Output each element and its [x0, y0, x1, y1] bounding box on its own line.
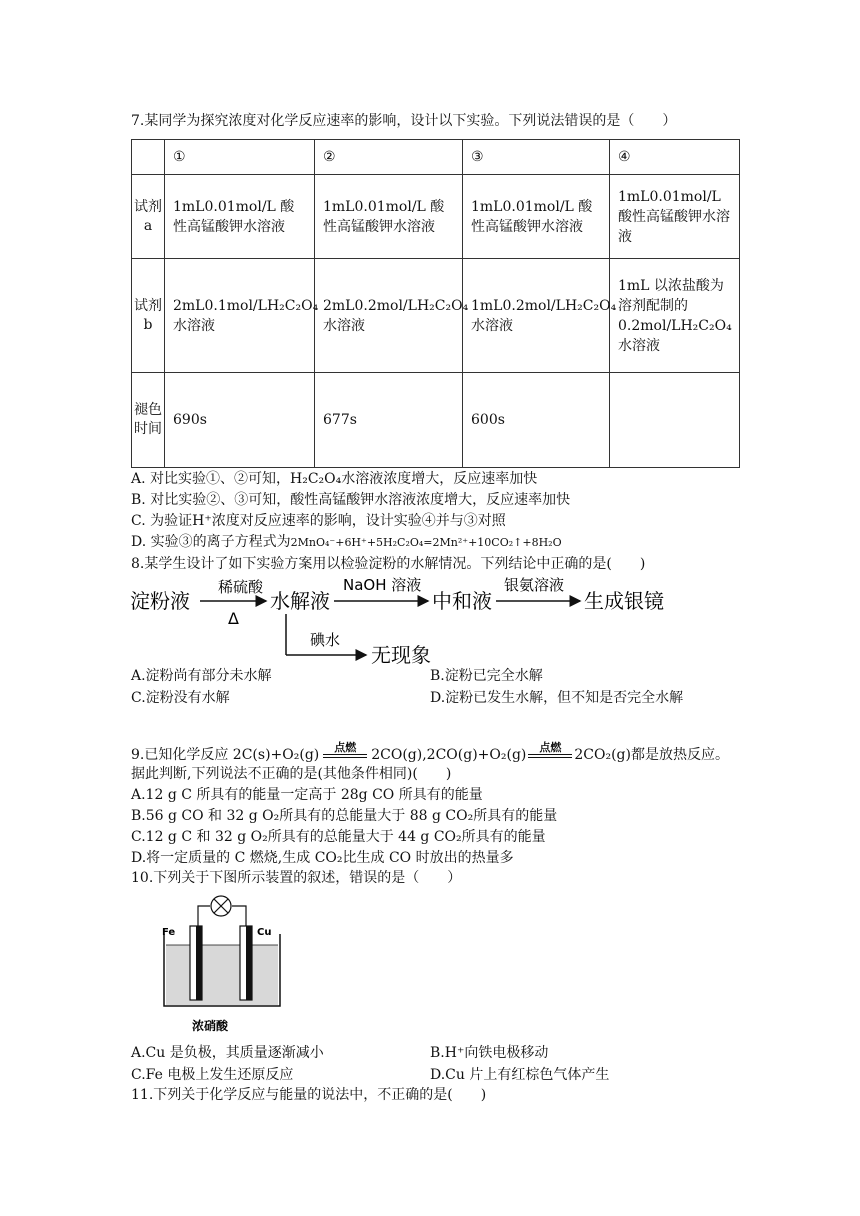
flow-neutralized-solution: 中和液 [432, 589, 492, 613]
header-cell-blank [132, 140, 165, 175]
q9-condition-1: 点燃 [334, 741, 357, 754]
flow-hydrolysate: 水解液 [270, 589, 330, 613]
cu-label: Cu [257, 927, 272, 938]
q10-option-a: A.Cu 是负极，其质量逐渐减小 [131, 1045, 324, 1061]
q9-condition-2: 点燃 [539, 741, 562, 754]
q9-condition-arrow-1 [323, 742, 367, 764]
flow-starch-solution: 淀粉液 [130, 589, 190, 613]
cell-a-2: 1mL0.01mol/L 酸性高锰酸钾水溶液 [315, 175, 463, 259]
flow-silver-ammonia: 银氨溶液 [504, 576, 565, 594]
q9-stem-part3: 2CO₂(g)都是放热反应。 [574, 747, 729, 763]
q11-stem: 11.下列关于化学反应与能量的说法中，不正确的是( ) [131, 1087, 487, 1103]
q7-option-d-text: D. 实验③的离子方程式为 [131, 534, 291, 550]
cell-a-4: 1mL0.01mol/L 酸性高锰酸钾水溶液 [610, 175, 740, 259]
q7-equation: 2MnO₄⁻+6H⁺+5H₂C₂O₄=2Mn²⁺+10CO₂↑+8H₂O [290, 536, 562, 549]
concentrated-nitric-acid-label: 浓硝酸 [192, 1019, 229, 1033]
cell-b-2: 2mL0.2mol/LH₂C₂O₄水溶液 [315, 259, 463, 373]
cell-c-4 [610, 373, 740, 468]
q8-option-a: A.淀粉尚有部分未水解 [131, 668, 272, 684]
header-cell-4: ④ [610, 140, 740, 175]
q10-option-d: D.Cu 片上有红棕色气体产生 [430, 1067, 610, 1083]
cell-c-3: 600s [463, 373, 610, 468]
acid-liquid [166, 945, 278, 1005]
q9-stem-part1: 9.已知化学反应 2C(s)+O₂(g) [131, 747, 320, 763]
q9-option-a: A.12 g C 所具有的能量一定高于 28g CO 所具有的能量 [131, 787, 483, 803]
q10-option-c: C.Fe 电极上发生还原反应 [131, 1067, 294, 1083]
row-label-reagent-b: 试剂b [132, 259, 165, 373]
q7-option-b: B. 对比实验②、③可知，酸性高锰酸钾水溶液浓度增大，反应速率加快 [131, 492, 571, 508]
cell-c-1: 690s [165, 373, 315, 468]
cell-b-1: 2mL0.1mol/LH₂C₂O₄水溶液 [165, 259, 315, 373]
q7-stem: 7.某同学为探究浓度对化学反应速率的影响，设计以下实验。下列说法错误的是（ ） [131, 113, 677, 129]
q8-option-c: C.淀粉没有水解 [131, 690, 230, 706]
cell-a-3: 1mL0.01mol/L 酸性高锰酸钾水溶液 [463, 175, 610, 259]
wire-right [232, 906, 246, 928]
flow-silver-mirror: 生成银镜 [584, 589, 664, 613]
q9-stem [131, 742, 729, 764]
q10-stem: 10.下列关于下图所示装置的叙述，错误的是（ ） [131, 870, 462, 886]
row-label-reagent-a: 试剂a [132, 175, 165, 259]
q9-line2: 据此判断,下列说法不正确的是(其他条件相同)( ) [131, 766, 452, 782]
q7-option-a: A. 对比实验①、②可知，H₂C₂O₄水溶液浓度增大，反应速率加快 [131, 471, 538, 487]
q7-option-c: C. 为验证H⁺浓度对反应速率的影响，设计实验④并与③对照 [131, 513, 506, 529]
flow-dilute-sulfuric-acid: 稀硫酸 [218, 578, 264, 596]
q10-option-b: B.H⁺向铁电极移动 [430, 1045, 549, 1061]
row-label-fade-time: 褪色时间 [132, 373, 165, 468]
q9-condition-arrow-2 [528, 742, 572, 764]
q9-double-line-2 [528, 754, 572, 758]
q9-option-b: B.56 g CO 和 32 g O₂所具有的总能量大于 88 g CO₂所具有的能量 [131, 808, 558, 824]
q8-option-b: B.淀粉已完全水解 [430, 668, 543, 684]
flow-heat-symbol: Δ [228, 609, 239, 628]
q7-option-d [131, 533, 562, 552]
cell-a-1: 1mL0.01mol/L 酸性高锰酸钾水溶液 [165, 175, 315, 259]
wire-left [198, 906, 210, 928]
header-cell-1: ① [165, 140, 315, 175]
flow-iodine-water: 碘水 [310, 631, 341, 649]
cell-b-4: 1mL 以浓盐酸为溶剂配制的0.2mol/LH₂C₂O₄水溶液 [610, 259, 740, 373]
q9-double-line-1 [323, 754, 367, 758]
galvanic-cell-figure [158, 890, 283, 1035]
cell-b-3: 1mL0.2mol/LH₂C₂O₄水溶液 [463, 259, 610, 373]
header-cell-2: ② [315, 140, 463, 175]
q8-option-d: D.淀粉已发生水解，但不知是否完全水解 [430, 690, 684, 706]
cell-c-2: 677s [315, 373, 463, 468]
hydrolysis-flowchart [128, 572, 688, 672]
q9-option-c: C.12 g C 和 32 g O₂所具有的总能量大于 44 g CO₂所具有的能量 [131, 829, 546, 845]
fe-label: Fe [162, 927, 176, 938]
q9-option-d: D.将一定质量的 C 燃烧,生成 CO₂比生成 CO 时放出的热量多 [131, 850, 514, 866]
experiment-table [131, 139, 740, 468]
q8-stem: 8.某学生设计了如下实验方案用以检验淀粉的水解情况。下列结论中正确的是( ) [131, 556, 646, 572]
flow-no-phenomenon: 无现象 [371, 643, 431, 667]
header-cell-3: ③ [463, 140, 610, 175]
q9-stem-part2: 2CO(g),2CO(g)+O₂(g) [371, 747, 527, 763]
flow-naoh-solution: NaOH 溶液 [343, 576, 422, 594]
